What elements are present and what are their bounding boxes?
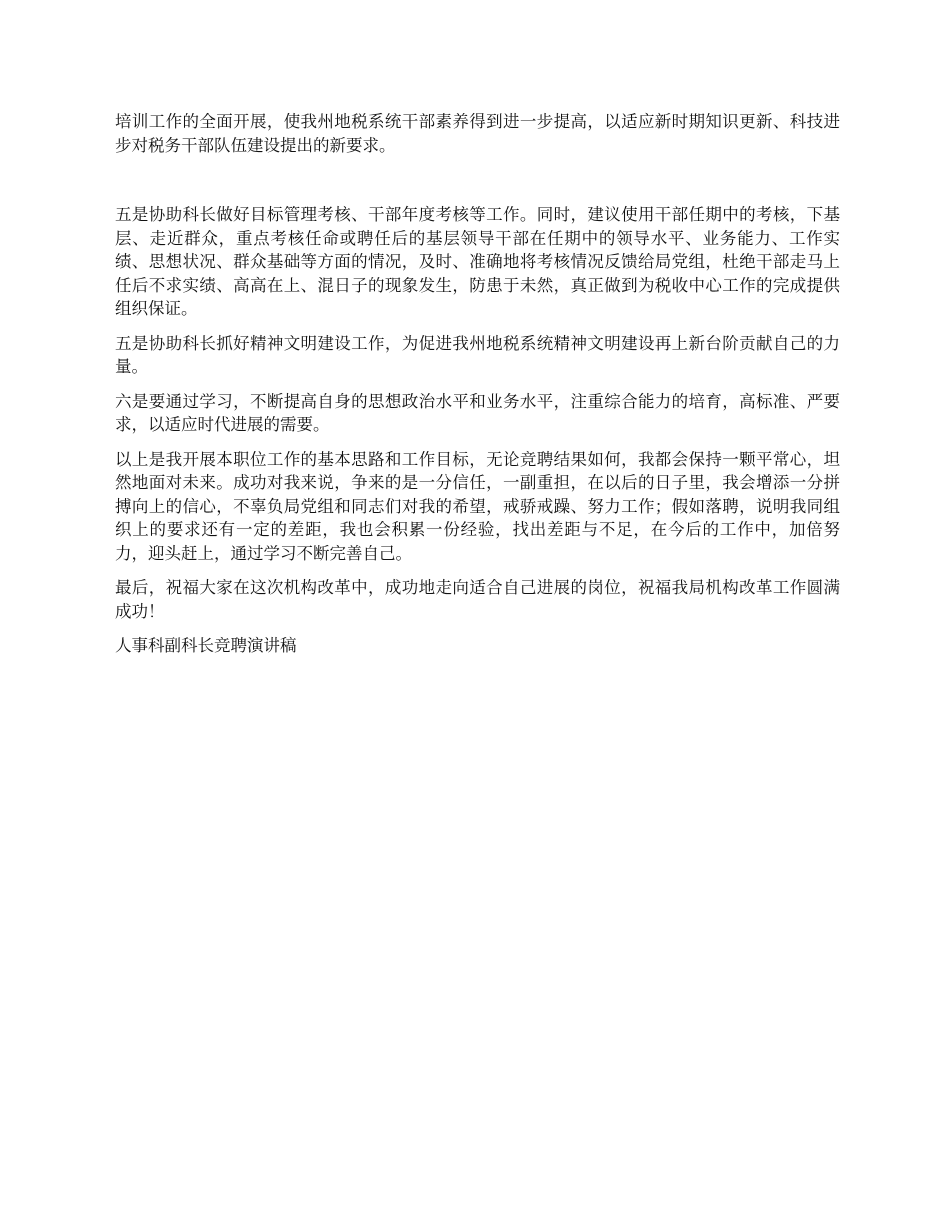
document-body [115,110,840,658]
paragraph-study: 六是要通过学习，不断提高自身的思想政治水平和业务水平，注重综合能力的培育，高标准、严要求，以适应时代进展的需要。 [115,391,840,434]
paragraph-summary: 以上是我开展本职位工作的基本思路和工作目标，无论竞聘结果如何，我都会保持一颗平常心，坦然地面对未来。成功对我来说，争来的是一分信任，一副重担，在以后的日子里，我会增添一分拼搏向上的信心，不辜负局党组和同志们对我的希望，戒骄戒躁、努力工作；假如落聘，说明我同组织上的要求还有一定的差距，我也会积累一份经验，找出差距与不足，在今后的工作中，加倍努力，迎头赶上，通过学习不断完善自己。 [115,449,840,563]
paragraph-assessment: 五是协助科长做好目标管理考核、干部年度考核等工作。同时，建议使用干部任期中的考核，下基层、走近群众，重点考核任命或聘任后的基层领导干部在任期中的领导水平、业务能力、工作实绩、思想状况、群众基础等方面的情况，及时、准确地将考核情况反馈给局党组，杜绝干部走马上任后不求实绩、高高在上、混日子的现象发生，防患于未然，真正做到为税收中心工作的完成提供组织保证。 [115,205,840,318]
paragraph-training: 培训工作的全面开展，使我州地税系统干部素养得到进一步提高，以适应新时期知识更新、科技进步对税务干部队伍建设提出的新要求。 [115,112,840,155]
document-title-line: 人事科副科长竞聘演讲稿 [115,636,297,655]
paragraph-closing-wishes: 最后，祝福大家在这次机构改革中，成功地走向适合自己进展的岗位，祝福我局机构改革工作圆满成功！ [115,578,840,621]
paragraph-civilization: 五是协助科长抓好精神文明建设工作，为促进我州地税系统精神文明建设再上新台阶贡献自己的力量。 [115,333,840,376]
